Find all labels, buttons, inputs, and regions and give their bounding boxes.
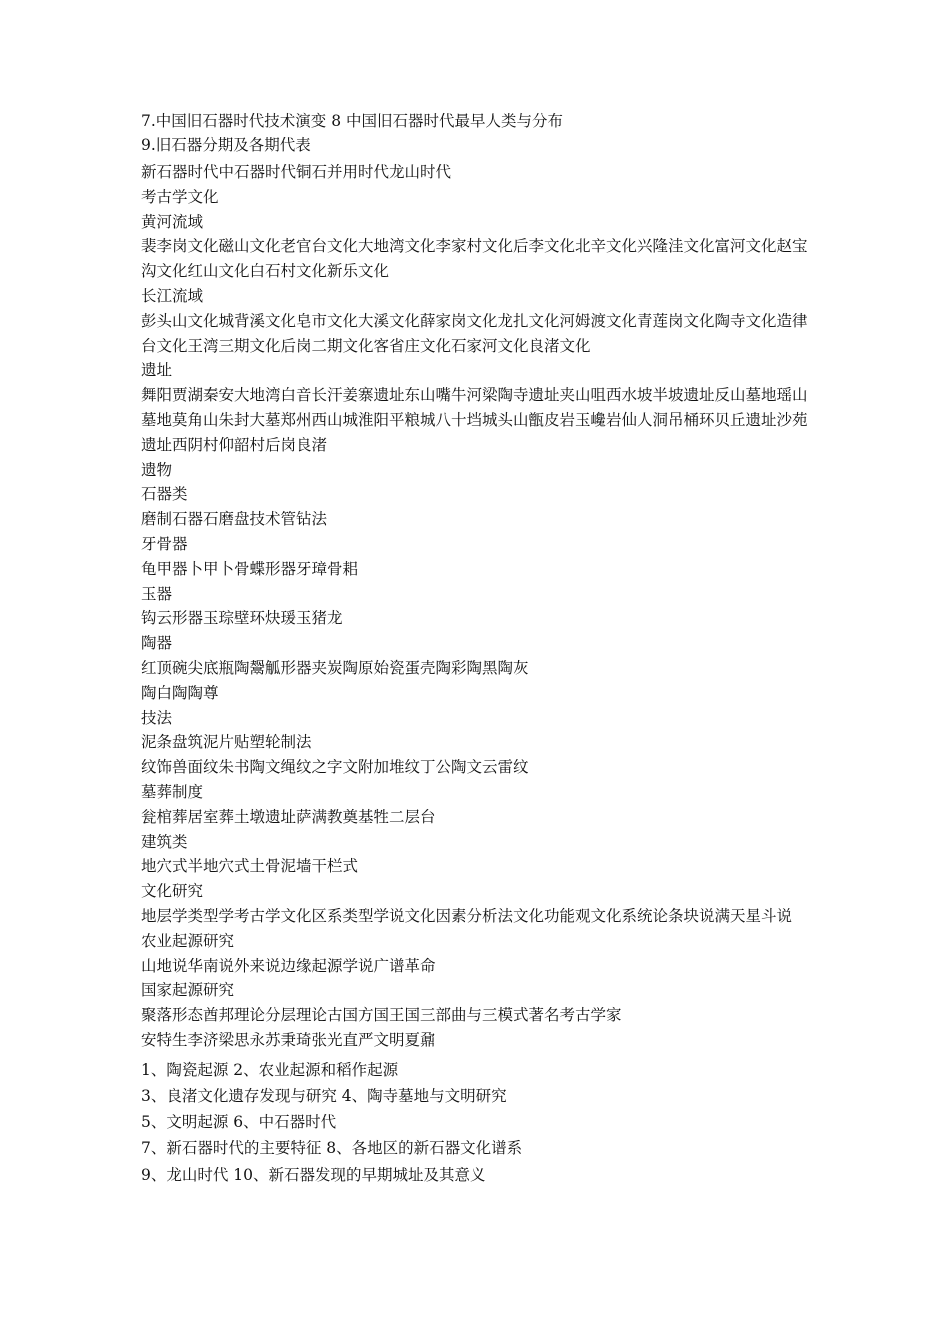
outline-heading: 技法 <box>141 708 173 727</box>
outline-line: 聚落形态酋邦理论分层理论古国方国王国三部曲与三模式著名考古学家 <box>141 1006 622 1025</box>
topic-line-3: 5、文明起源 6、中石器时代 <box>141 1113 337 1132</box>
outline-heading: 墓葬制度 <box>141 782 204 801</box>
outline-heading: 黄河流域 <box>141 212 204 231</box>
outline-line: 山地说华南说外来说边缘起源学说广谱革命 <box>141 956 436 975</box>
outline-line: 陶白陶陶尊 <box>141 683 219 702</box>
outline-heading: 遗物 <box>141 460 173 479</box>
outline-line: 瓮棺葬居室葬土墩遗址萨满教奠基牲二层台 <box>141 807 436 826</box>
outline-line: 地层学类型学考古学文化区系类型学说文化因素分析法文化功能观文化系统论条块说满天星斗说 <box>141 906 793 925</box>
intro-lines <box>141 109 809 157</box>
document-page <box>141 109 809 1188</box>
outline-heading: 玉器 <box>141 584 173 603</box>
numbered-topics <box>141 1057 809 1188</box>
topic-line-1: 1、陶瓷起源 2、农业起源和稻作起源 <box>141 1060 399 1079</box>
outline-line: 龟甲器卜甲卜骨蝶形器牙璋骨耜 <box>141 559 359 578</box>
outline-line: 磨制石器石磨盘技术管钻法 <box>141 510 328 529</box>
outline-heading: 遗址 <box>141 361 173 380</box>
outline-heading: 文化研究 <box>141 882 204 901</box>
topic-line-2: 3、良渚文化遗存发现与研究 4、陶寺墓地与文明研究 <box>141 1086 507 1105</box>
topic-line-4: 7、新石器时代的主要特征 8、各地区的新石器文化谱系 <box>141 1139 523 1158</box>
topic-line-5: 9、龙山时代 10、新石器发现的早期城址及其意义 <box>141 1165 486 1184</box>
outline-heading: 陶器 <box>141 634 173 653</box>
outline-line: 地穴式半地穴式土骨泥墙干栏式 <box>141 857 359 876</box>
outline-heading: 长江流域 <box>141 286 204 305</box>
outline-heading: 牙骨器 <box>141 534 188 553</box>
outline-line: 钩云形器玉琮壁环炔瑗玉猪龙 <box>141 609 343 628</box>
outline-line: 彭头山文化城背溪文化皂市文化大溪文化薛家岗文化龙扎文化河姆渡文化青莲岗文化陶寺文化造律台文化王湾三期文化后岗二期文化客省庄文化石家河文化良渚文化 <box>141 311 808 355</box>
outline-line: 舞阳贾湖秦安大地湾白音长汗姜寨遗址东山嘴牛河梁陶寺遗址夹山咀西水坡半坡遗址反山墓地瑶山墓地莫角山朱封大墓郑州西山城淮阳平粮城八十垱城头山甑皮岩玉巉岩仙人洞吊桶环贝丘遗址沙苑遗址西阴村仰韶村后岗良渚 <box>141 386 808 454</box>
outline-heading: 国家起源研究 <box>141 981 235 1000</box>
outline-line: 新石器时代中石器时代铜石并用时代龙山时代 <box>141 163 452 181</box>
outline-line: 泥条盘筑泥片贴塑轮制法 <box>141 733 312 752</box>
outline-line: 安特生李济梁思永苏秉琦张光直严文明夏鼐 <box>141 1030 436 1049</box>
outline-heading: 建筑类 <box>141 832 188 851</box>
outline-heading: 石器类 <box>141 485 188 504</box>
outline-heading: 农业起源研究 <box>141 931 235 950</box>
outline-body <box>141 160 809 1053</box>
outline-heading: 考古学文化 <box>141 187 219 206</box>
outline-line: 裴李岗文化磁山文化老官台文化大地湾文化李家村文化后李文化北辛文化兴隆洼文化富河文化赵宝沟文化红山文化白石村文化新乐文化 <box>141 237 808 281</box>
intro-line-2: 9.旧石器分期及各期代表 <box>141 136 311 154</box>
intro-line-1: 7.中国旧石器时代技术演变 8 中国旧石器时代最早人类与分布 <box>141 112 564 130</box>
outline-line: 红顶碗尖底瓶陶鬶觚形器夹炭陶原始瓷蛋壳陶彩陶黑陶灰 <box>141 658 529 677</box>
outline-line: 纹饰兽面纹朱书陶文绳纹之字文附加堆纹丁公陶文云雷纹 <box>141 758 529 777</box>
